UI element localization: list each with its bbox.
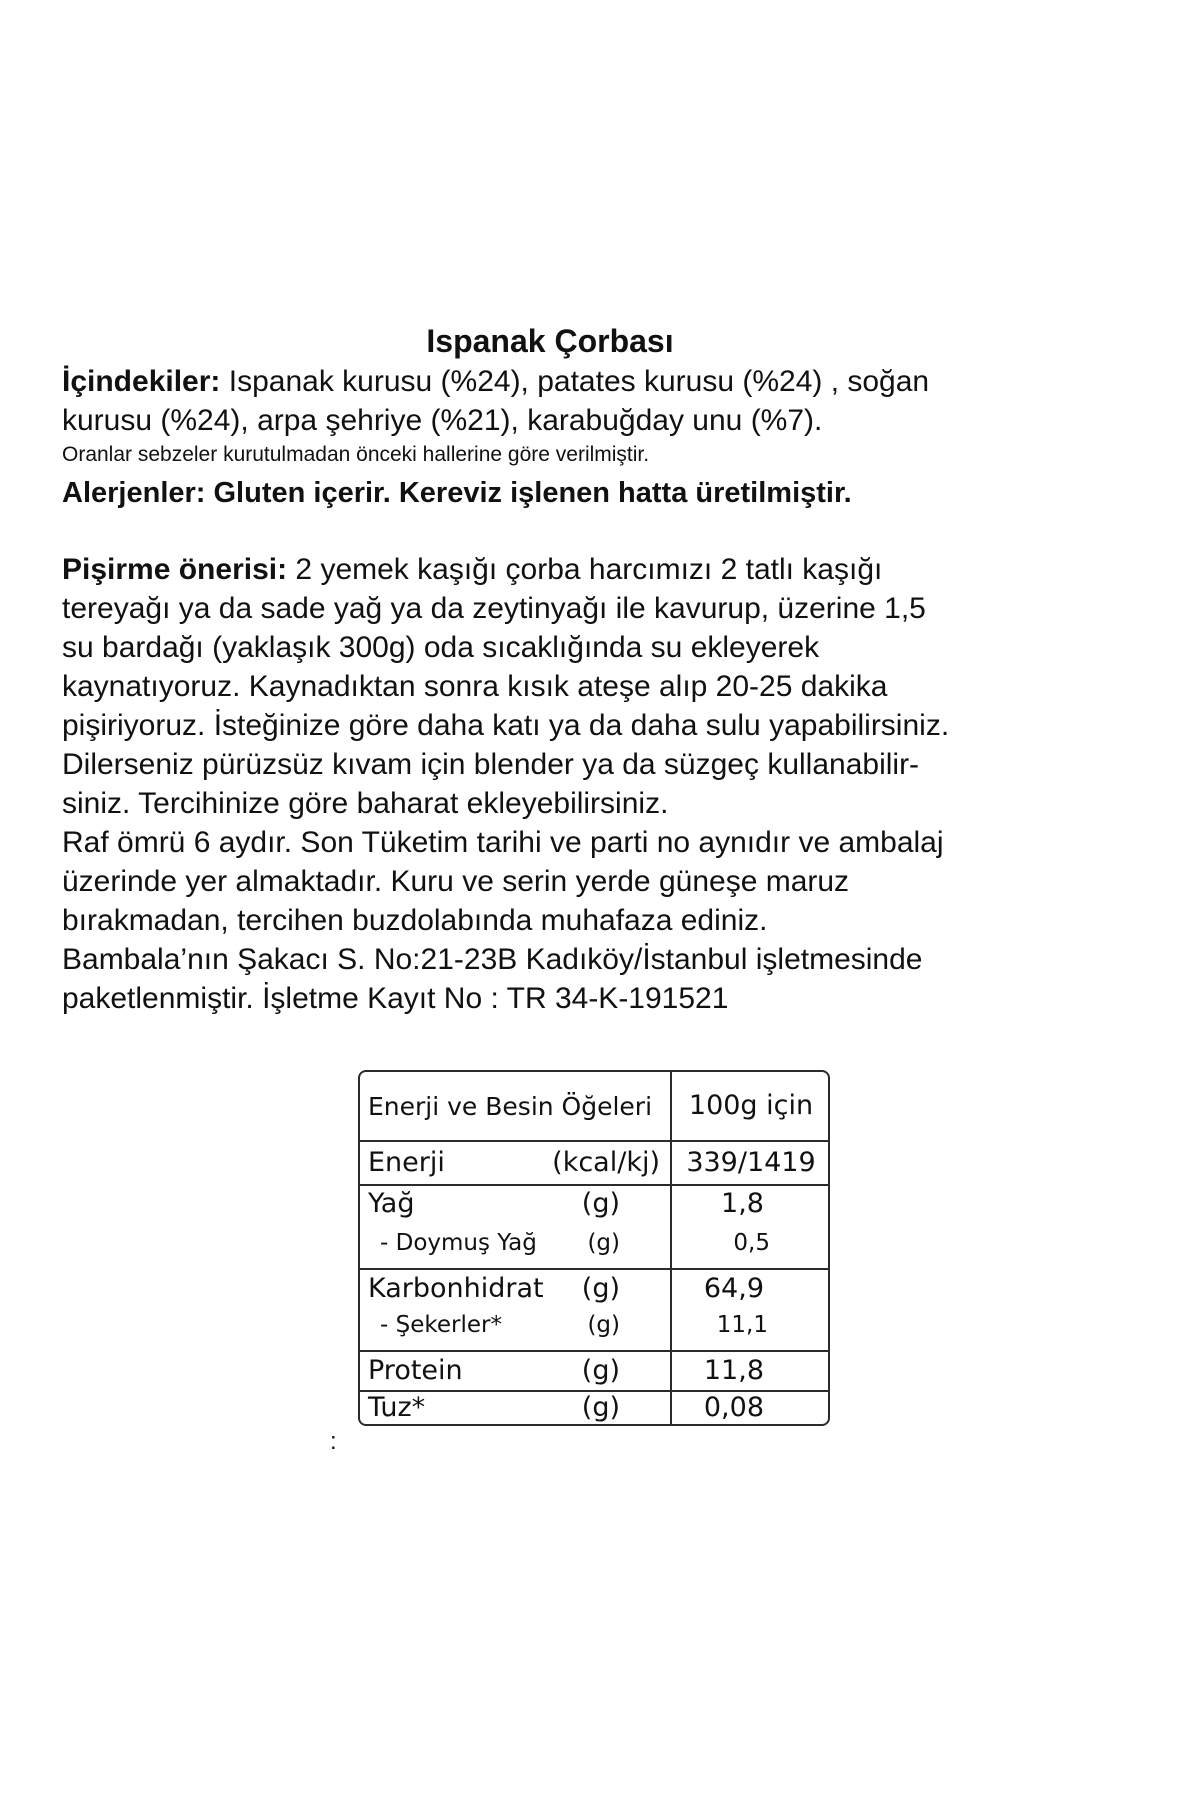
row-name-energy: Enerji xyxy=(368,1147,445,1178)
row-name-carbohydrate: Karbonhidrat xyxy=(368,1273,544,1304)
table-row xyxy=(360,1268,828,1352)
row-unit-saturated-fat: (g) xyxy=(587,1230,620,1256)
product-title: Ispanak Çorbası xyxy=(426,323,674,359)
table-row xyxy=(360,1390,828,1426)
row-value-carbohydrate: 64,9 xyxy=(703,1273,764,1304)
header-label: Enerji ve Besin Öğeleri xyxy=(368,1092,653,1121)
cooking-line-3: kaynatıyoruz. Kaynadıktan sonra kısık ateşe alıp 20-25 dakika xyxy=(62,670,888,703)
table-row xyxy=(360,1140,828,1186)
row-name-protein: Protein xyxy=(368,1355,463,1386)
row-unit-salt: (g) xyxy=(581,1392,620,1423)
ratio-note: Oranlar sebzeler kurutulmadan önceki hallerine göre verilmiştir. xyxy=(62,443,650,466)
row-name-saturated-fat: - Doymuş Yağ xyxy=(380,1230,537,1256)
row-unit-carbohydrate: (g) xyxy=(581,1273,620,1304)
table-header-row xyxy=(360,1072,828,1140)
row-value-fat: 1,8 xyxy=(721,1188,764,1219)
allergens-statement: Alerjenler: Gluten içerir. Kereviz işlenen hatta üretilmiştir. xyxy=(62,477,852,509)
shelf-life-line-2: üzerinde yer almaktadır. Kuru ve serin yerde güneşe maruz xyxy=(62,865,850,898)
row-value-sugars: 11,1 xyxy=(716,1312,768,1338)
producer-line-1: Bambala’nın Şakacı S. No:21-23B Kadıköy/İstanbul işletmesinde xyxy=(62,943,923,976)
cooking-instructions xyxy=(62,550,1062,1018)
cooking-line-4: pişiriyoruz. İsteğinize göre daha katı ya da daha sulu yapabilirsiniz. xyxy=(62,709,950,742)
nutrition-table xyxy=(358,1070,830,1426)
row-unit-energy: (kcal/kj) xyxy=(552,1147,660,1178)
cooking-line-6: siniz. Tercihinize göre baharat ekleyebilirsiniz. xyxy=(62,787,669,820)
ingredients-section xyxy=(62,362,1062,440)
ingredients-label: İçindekiler: xyxy=(62,365,221,398)
row-unit-protein: (g) xyxy=(581,1355,620,1386)
table-row xyxy=(360,1184,828,1270)
row-name-sugars: - Şekerler* xyxy=(380,1312,502,1338)
cooking-label: Pişirme önerisi: xyxy=(62,553,288,586)
ingredients-text-line-1: Ispanak kurusu (%24), patates kurusu (%24) , soğan xyxy=(220,365,930,398)
cooking-line-0: 2 yemek kaşığı çorba harcımızı 2 tatlı kaşığı xyxy=(287,553,883,586)
row-value-protein: 11,8 xyxy=(703,1355,764,1386)
row-value-saturated-fat: 0,5 xyxy=(733,1230,770,1256)
row-unit-fat: (g) xyxy=(581,1188,620,1219)
row-value-salt: 0,08 xyxy=(703,1392,764,1423)
cooking-line-5: Dilerseniz pürüzsüz kıvam için blender ya da süzgeç kullanabilir- xyxy=(62,748,920,781)
header-value: 100g için xyxy=(688,1090,814,1121)
ingredients-text-line-2: kurusu (%24), arpa şehriye (%21), karabuğday unu (%7). xyxy=(62,404,823,437)
shelf-life-line-1: Raf ömrü 6 aydır. Son Tüketim tarihi ve parti no aynıdır ve ambalaj xyxy=(62,826,944,859)
producer-line-2: paketlenmiştir. İşletme Kayıt No : TR 34-K-191521 xyxy=(62,982,729,1015)
row-name-fat: Yağ xyxy=(368,1188,415,1219)
row-value-energy: 339/1419 xyxy=(686,1147,816,1178)
table-row xyxy=(360,1350,828,1392)
cooking-line-2: su bardağı (yaklaşık 300g) oda sıcaklığında su ekleyerek xyxy=(62,631,820,664)
cooking-line-1: tereyağı ya da sade yağ ya da zeytinyağı ile kavurup, üzerine 1,5 xyxy=(62,592,926,625)
row-unit-sugars: (g) xyxy=(587,1312,620,1338)
row-name-salt: Tuz* xyxy=(368,1392,426,1423)
shelf-life-line-3: bırakmadan, tercihen buzdolabında muhafaza ediniz. xyxy=(62,904,768,937)
stray-mark: : xyxy=(330,1428,337,1455)
